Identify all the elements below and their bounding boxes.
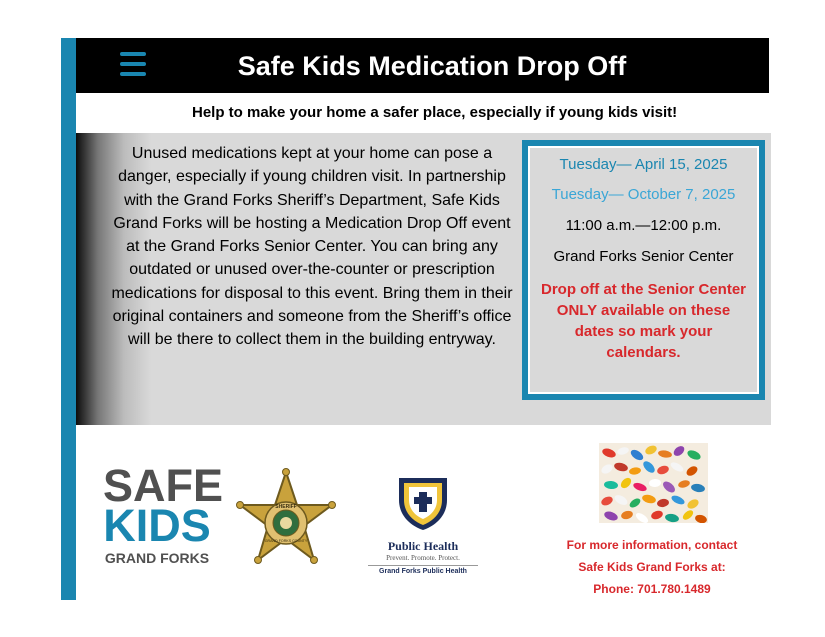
event-info-inner	[528, 146, 759, 394]
safe-kids-logo-subtitle: GRAND FORKS	[104, 550, 210, 566]
event-venue: Grand Forks Senior Center	[553, 248, 734, 265]
hamburger-menu-icon[interactable]	[120, 52, 146, 76]
safe-kids-logo-line2: KIDS	[103, 500, 211, 551]
sheriff-badge-ring-text: GRAND FORKS COUNTY	[264, 539, 308, 543]
contact-phone: Phone: 701.780.1489	[593, 582, 711, 596]
public-health-org: Grand Forks Public Health	[379, 568, 467, 575]
page-title: Safe Kids Medication Drop Off	[237, 51, 627, 81]
medication-pills-image	[599, 443, 708, 523]
event-note: Drop off at the Senior Center ONLY available on these dates so mark your calendars.	[540, 281, 746, 361]
public-health-name: Public Health	[387, 539, 459, 553]
event-date-2: Tuesday— October 7, 2025	[551, 186, 736, 203]
public-health-shield-icon	[395, 474, 451, 532]
event-date-1: Tuesday— April 15, 2025	[559, 156, 728, 173]
contact-line-2: Safe Kids Grand Forks at:	[578, 560, 726, 574]
sheriff-badge-icon	[233, 468, 339, 574]
public-health-tagline: Prevent. Promote. Protect.	[386, 554, 460, 562]
contact-line-1: For more information, contact	[566, 538, 738, 552]
public-health-logo	[364, 474, 482, 575]
body-paragraph: Unused medications kept at your home can pose a danger, especially if young children visit. In partnership with the Grand Forks Sheriff’s Department, Safe Kids Grand Forks will be hosting a Medication Drop Off event at the Grand Forks Senior Center. You can bring any outdated or unused over-the-counter or prescription medications for disposal to this event. Bring them in their original containers and someone from the Sheriff’s office will be there to collect them in the building entryway.	[111, 145, 513, 349]
safe-kids-logo	[103, 460, 224, 566]
tagline: Help to make your home a safer place, especially if young kids visit!	[192, 104, 678, 121]
event-info-box	[522, 140, 765, 400]
safe-kids-logo-line1: SAFE	[103, 460, 224, 511]
left-accent-bar	[61, 38, 76, 600]
event-time: 11:00 a.m.—12:00 p.m.	[565, 217, 722, 234]
header-bar	[76, 38, 769, 93]
contact-info	[560, 534, 744, 600]
sheriff-badge-text: SHERIFF	[275, 504, 297, 510]
public-health-divider	[368, 565, 478, 566]
